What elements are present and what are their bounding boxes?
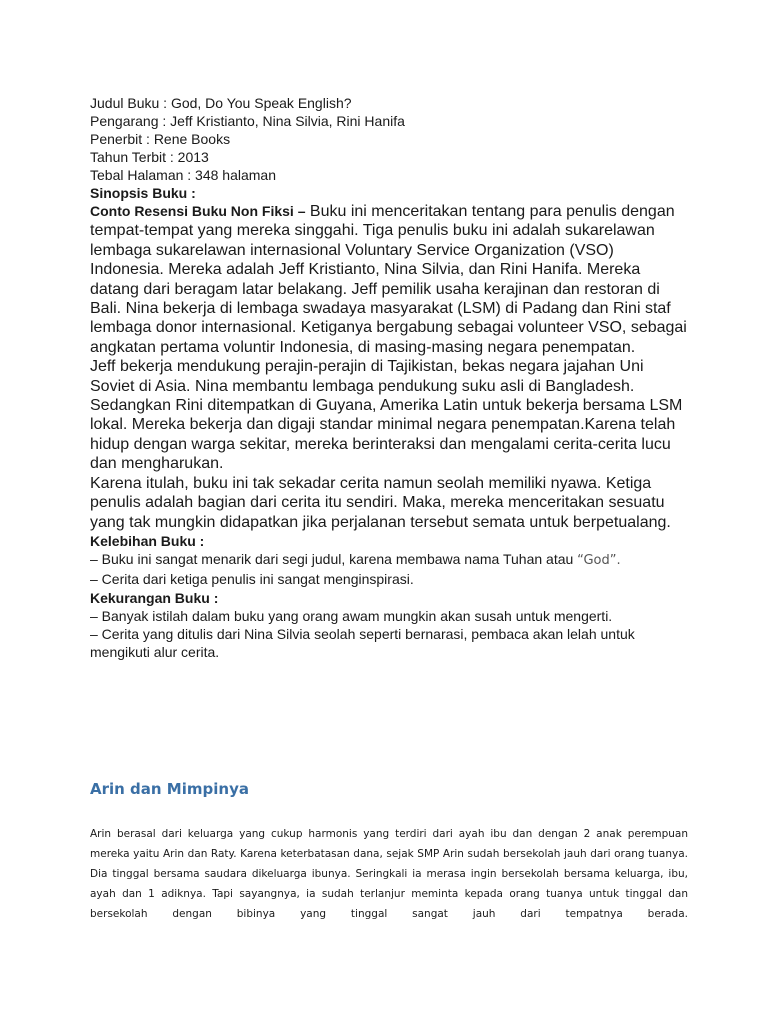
book-title-line: Judul Buku : God, Do You Speak English? — [90, 95, 352, 111]
book-author-line: Pengarang : Jeff Kristianto, Nina Silvia, Rini Hanifa — [90, 113, 405, 129]
strength-text: – Buku ini sangat menarik dari segi judul, karena membawa nama Tuhan atau — [90, 550, 578, 567]
strength-item — [90, 550, 690, 570]
weaknesses-heading: Kekurangan Buku : — [90, 589, 219, 606]
strengths-list — [90, 550, 690, 588]
god-quote: “God”. — [577, 552, 621, 568]
synopsis-lead: Conto Resensi Buku Non Fiksi – — [90, 203, 306, 219]
strengths-heading: Kelebihan Buku : — [90, 532, 205, 549]
synopsis-heading: Sinopsis Buku : — [90, 185, 196, 201]
synopsis-paragraph-2: Jeff bekerja mendukung perajin-perajin di Tajikistan, bekas negara jajahan Uni Soviet di Asia. Nina membantu lembaga pendukung suku asli di Bangladesh. Sedangkan Rini ditempatkan di Guyana, Amerika Latin untuk bekerja bersama LSM lokal. Mereka bekerja dan digaji standar minimal negara penempatan.Karena telah hidup dengan warga sekitar, mereka berinteraksi dan mengalami cerita-cerita lucu dan mengharukan. — [90, 358, 683, 473]
book-metadata — [90, 94, 690, 184]
synopsis-text-1: Buku ini menceritakan tentang para penulis dengan tempat-tempat yang mereka singgahi. Tiga penulis buku ini adalah sukarelawan lembaga sukarelawan internasional Voluntary Service Organization (VSO) Indonesia. Mereka adalah Jeff Kristianto, Nina Silvia, dan Rini Hanifa. Mereka datang dari beragam latar belakang. Jeff pemilik usaha kerajinan dan restoran di Bali. Nina bekerja di lembaga swadaya masyarakat (LSM) di Padang dan Rini staf lembaga donor internasional. Ketiganya bergabung sebagai volunteer VSO, sebagai angkatan pertama voluntir Indonesia, di masing-masing negara penempatan. — [90, 203, 687, 356]
synopsis-paragraph-3: Karena itulah, buku ini tak sekadar cerita namun seolah memiliki nyawa. Ketiga penulis adalah bagian dari cerita itu sendiri. Maka, mereka menceritakan sesuatu yang tak mungkin didapatkan jika perjalanan tersebut semata untuk berpetualang. — [90, 474, 671, 531]
weakness-item: – Banyak istilah dalam buku yang orang awam mungkin akan susah untuk mengerti. — [90, 607, 613, 624]
weaknesses-list — [90, 607, 690, 661]
story-body: Arin berasal dari keluarga yang cukup harmonis yang terdiri dari ayah ibu dan dengan 2 anak perempuan mereka yaitu Arin dan Raty. Karena keterbatasan dana, sejak SMP Arin sudah bersekolah jauh dari orang tuanya. Dia tinggal bersama saudara dikeluarga ibunya. Seringkali ia merasa ingin bersekolah bersama keluarga, ibu, ayah dan 1 adiknya. Tapi sayangnya, ia sudah terlanjur meminta kepada orang tuanya untuk tinggal dan bersekolah dengan bibinya yang tinggal sangat jauh dari tempatnya berada. — [90, 828, 688, 920]
book-year-line: Tahun Terbit : 2013 — [90, 149, 209, 165]
story-title: Arin dan Mimpinya — [90, 780, 249, 798]
book-pages-line: Tebal Halaman : 348 halaman — [90, 167, 277, 183]
strength-item: – Cerita dari ketiga penulis ini sangat menginspirasi. — [90, 570, 414, 587]
story-section — [90, 780, 688, 924]
book-publisher-line: Penerbit : Rene Books — [90, 131, 231, 147]
book-review — [90, 94, 690, 661]
synopsis-paragraph-1 — [90, 202, 690, 357]
weakness-item: – Cerita yang ditulis dari Nina Silvia seolah seperti bernarasi, pembaca akan lelah untuk mengikuti alur cerita. — [90, 625, 635, 660]
